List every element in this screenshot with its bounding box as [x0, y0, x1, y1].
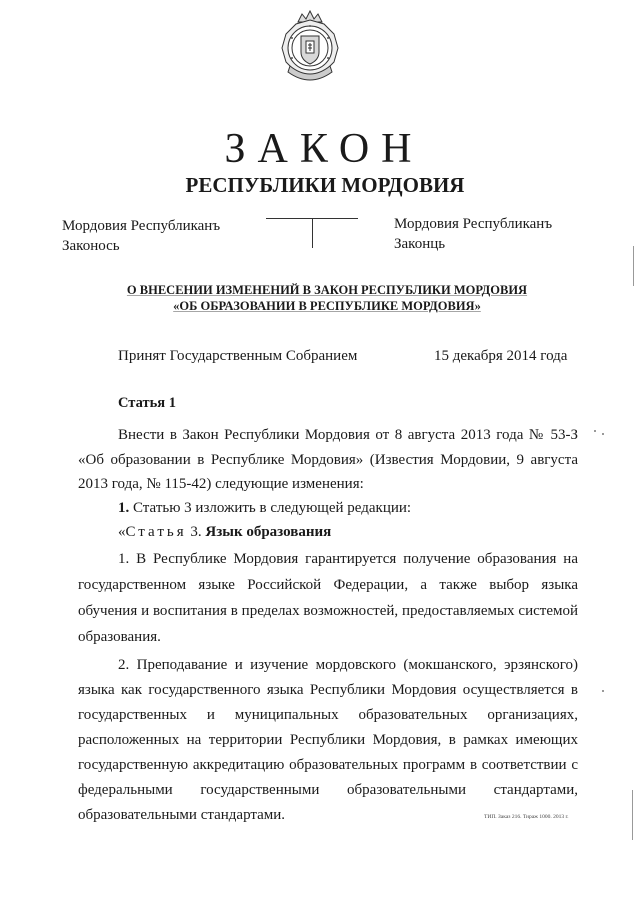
moksha-heading: [62, 216, 220, 256]
para2-line-7: образовательными стандартами.: [78, 807, 286, 823]
law-title-line-2: «ОБ ОБРАЗОВАНИИ В РЕСПУБЛИКЕ МОРДОВИЯ»: [173, 299, 481, 313]
emblem-icon: [272, 8, 348, 92]
article-3-title: Язык образования: [205, 524, 332, 540]
intro-line-1: Внести в Закон Республики Мордовия от 8 августа 2013 года № 53-З: [118, 427, 578, 443]
article-heading: Статья 1: [118, 395, 176, 411]
article-3-label: Статья: [125, 524, 187, 540]
separator-vertical: [312, 218, 313, 248]
para2-line-3: государственных и муниципальных образовательных организациях,: [78, 707, 578, 723]
article-3-heading: [118, 523, 331, 541]
para2-line-6: федеральными государственными образовательными стандартами,: [78, 782, 578, 798]
adopted-date: 15 декабря 2014 года: [434, 348, 568, 364]
adopted-by: Принят Государственным Собранием: [118, 348, 358, 364]
para1-line-4: образования.: [78, 629, 161, 645]
scan-dot: [594, 430, 596, 432]
scan-mark: [633, 246, 634, 286]
para2-line-2: языка как государственного языка Республики Мордовия осуществляется в: [78, 682, 578, 698]
item-1-text: Статью 3 изложить в следующей редакции:: [129, 500, 412, 516]
law-title-line-1: О ВНЕСЕНИИ ИЗМЕНЕНИЙ В ЗАКОН РЕСПУБЛИКИ МОРДОВИЯ: [126, 283, 528, 297]
erzya-line-2: Законць: [394, 236, 446, 252]
document-title: ЗАКОН: [224, 126, 424, 172]
intro-line-2: «Об образовании в Республике Мордовия» (Известия Мордовии, 9 августа: [78, 452, 578, 468]
para2-line-1: 2. Преподавание и изучение мордовского (мокшанского, эрзянского): [118, 657, 578, 673]
law-title: [0, 282, 640, 314]
quote-open: «: [118, 524, 126, 540]
para1-line-1: 1. В Республике Мордовия гарантируется получение образования на: [118, 551, 578, 567]
document-subtitle: РЕСПУБЛИКИ МОРДОВИЯ: [185, 173, 465, 197]
moksha-line-1: Мордовия Республиканъ: [62, 218, 221, 234]
scan-dot: [602, 433, 604, 435]
item-1: [118, 499, 411, 517]
intro-line-3: 2013 года, № 115-42) следующие изменения:: [78, 476, 364, 492]
para1-line-2: государственном языке Российской Федерации, а также выбор языка: [78, 577, 578, 593]
item-1-number: 1.: [118, 500, 130, 516]
erzya-heading: [394, 214, 552, 254]
scan-mark: [632, 790, 633, 840]
article-3-number: 3.: [186, 524, 206, 540]
moksha-line-2: Законось: [62, 238, 120, 254]
para1-line-3: обучения и воспитания в пределах возможностей, предоставляемых системой: [78, 603, 578, 619]
scan-dot: [602, 690, 604, 692]
coat-of-arms-emblem: [272, 8, 348, 92]
para2-line-5: государственную аккредитацию образовательных программ в соответствии с: [78, 757, 578, 773]
erzya-line-1: Мордовия Республиканъ: [394, 216, 553, 232]
print-tag: ТИП. Заказ 216. Тираж 1000. 2013 г.: [484, 814, 569, 820]
para2-line-4: расположенных на территории Республики Мордовия, в рамках имеющих: [78, 732, 578, 748]
